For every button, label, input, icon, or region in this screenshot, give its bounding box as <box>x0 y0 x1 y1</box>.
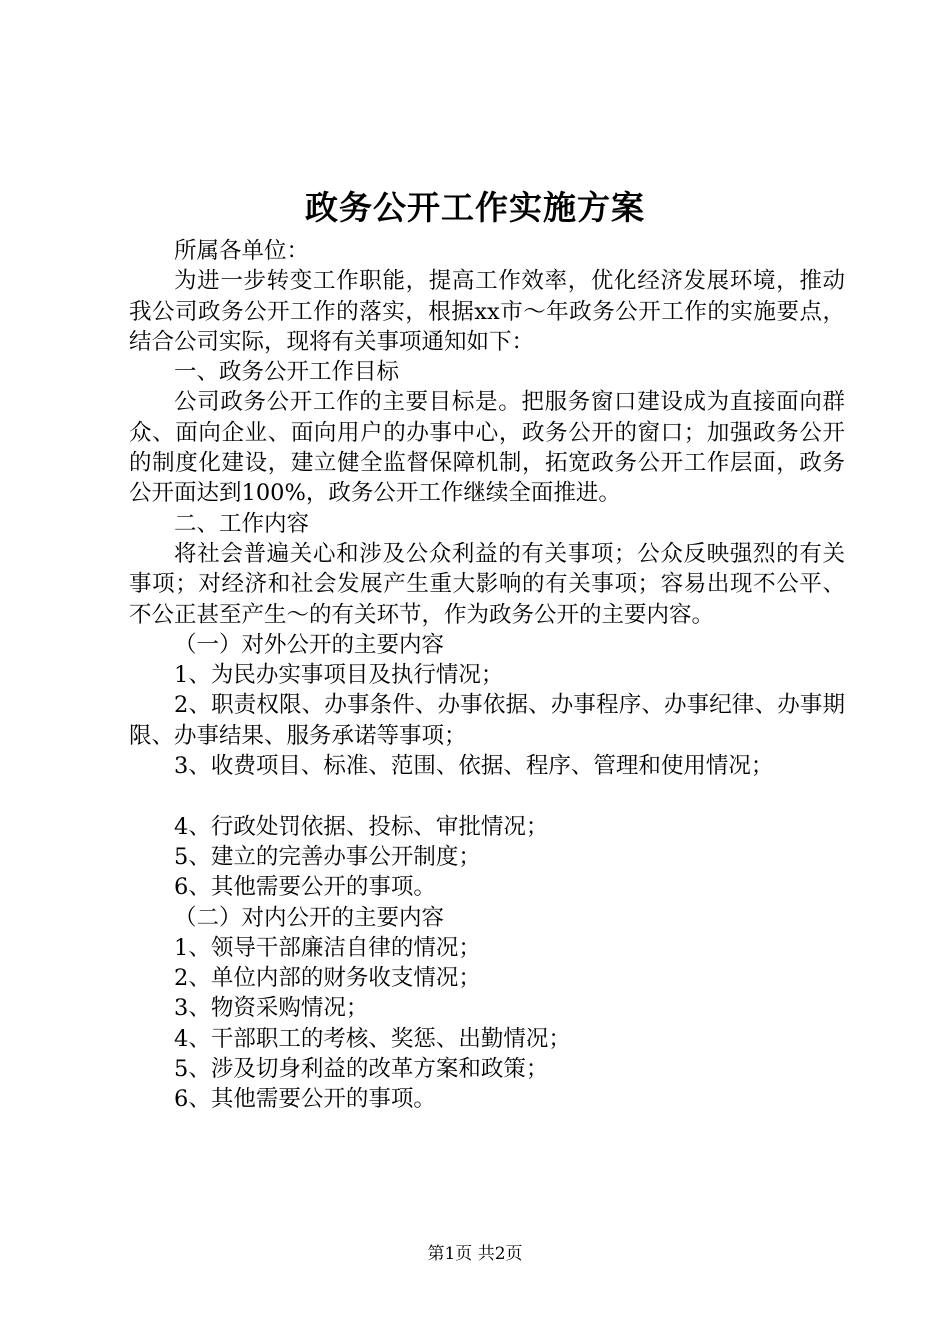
section-heading-content: 二、工作内容 <box>174 510 310 537</box>
external-item: 5、建立的完善办事公开制度； <box>174 843 481 870</box>
external-item: 6、其他需要公开的事项。 <box>174 874 436 901</box>
internal-item: 3、物资采购情况； <box>174 995 369 1022</box>
internal-item: 5、涉及切身利益的改革方案和政策； <box>174 1056 549 1083</box>
intro-paragraph: 为进一步转变工作职能，提高工作效率，优化经济发展环境，推动我公司政务公开工作的落实，根据xx市～年政务公开工作的实施要点，结合公司实际，现将有关事项通知如下： <box>129 268 845 355</box>
internal-item: 2、单位内部的财务收支情况； <box>174 965 481 992</box>
document-title: 政务公开工作实施方案 <box>305 188 645 227</box>
document-body <box>129 236 845 1115</box>
external-item: 4、行政处罚依据、投标、审批情况； <box>174 813 549 840</box>
internal-item: 1、领导干部廉洁自律的情况； <box>174 934 481 961</box>
external-item: 3、收费项目、标准、范围、依据、程序、管理和使用情况； <box>174 753 774 780</box>
internal-item: 4、干部职工的考核、奖惩、出勤情况； <box>174 1025 571 1052</box>
external-section-heading: （一）对外公开的主要内容 <box>174 631 445 658</box>
internal-item: 6、其他需要公开的事项。 <box>174 1086 436 1113</box>
external-item: 1、为民办实事项目及执行情况； <box>174 662 504 689</box>
section-heading-goals: 一、政务公开工作目标 <box>174 359 400 386</box>
goals-paragraph: 公司政务公开工作的主要目标是。把服务窗口建设成为直接面向群众、面向企业、面向用户的办事中心，政务公开的窗口；加强政务公开的制度化建设，建立健全监督保障机制，拓宽政务公开工作层面，政务公开面达到100%，政务公开工作继续全面推进。 <box>129 389 845 507</box>
external-item: 2、职责权限、办事条件、办事依据、办事程序、办事纪律、办事期限、办事结果、服务承诺等事项； <box>129 692 845 749</box>
page-number-footer: 第1页 共2页 <box>427 1244 523 1264</box>
internal-section-heading: （二）对内公开的主要内容 <box>174 904 445 931</box>
salutation: 所属各单位： <box>174 238 310 264</box>
content-paragraph: 将社会普遍关心和涉及公众利益的有关事项；公众反映强烈的有关事项；对经济和社会发展产生重大影响的有关事项；容易出现不公平、不公正甚至产生～的有关环节，作为政务公开的主要内容。 <box>129 540 845 628</box>
